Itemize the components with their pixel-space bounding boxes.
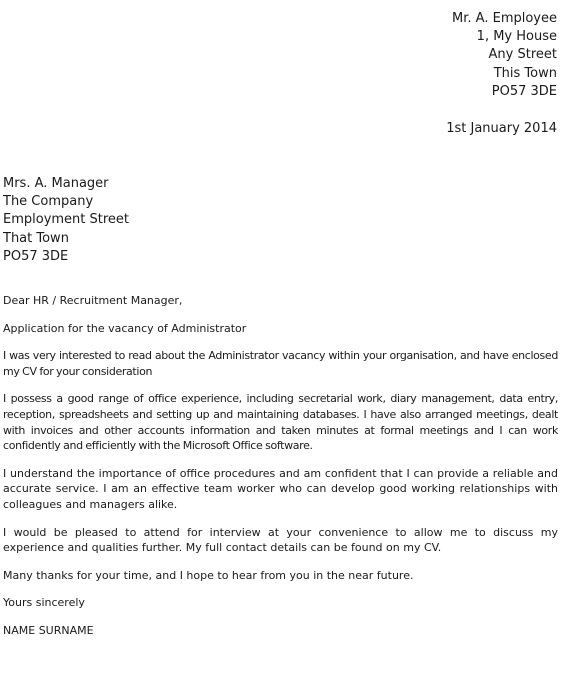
signature-name: NAME SURNAME [3, 623, 94, 637]
recipient-postcode: PO57 3DE [3, 248, 69, 264]
recipient-address-block [3, 175, 129, 266]
letter-body [3, 293, 558, 651]
recipient-town: That Town [3, 230, 69, 246]
subject-line: Application for the vacancy of Administrator [3, 321, 247, 335]
paragraph-1: I was very interested to read about the Administrator vacancy within your organisation, and have enclosed my CV for your consideration [3, 349, 558, 378]
sender-address-line-3: This Town [493, 65, 557, 81]
sender-name: Mr. A. Employee [452, 11, 557, 26]
sender-address-line-2: Any Street [488, 47, 557, 63]
letter-date: 1st January 2014 [446, 121, 557, 136]
paragraph-4: I would be pleased to attend for interview at your convenience to allow me to discuss my experience and qualities further. My full contact details can be found on my CV. [3, 525, 558, 555]
paragraph-3: I understand the importance of office procedures and am confident that I can provide a reliable and accurate service. I am an effective team worker who can develop good working relationships with colleagues and managers alike. [3, 466, 558, 511]
recipient-company: The Company [3, 194, 94, 210]
recipient-street: Employment Street [3, 212, 130, 228]
sender-postcode: PO57 3DE [491, 83, 557, 99]
recipient-name: Mrs. A. Manager [3, 176, 109, 191]
sender-address-line-1: 1, My House [476, 29, 557, 45]
closing: Yours sincerely [3, 596, 85, 610]
paragraph-5: Many thanks for your time, and I hope to hear from you in the near future. [3, 568, 414, 582]
salutation: Dear HR / Recruitment Manager, [3, 294, 183, 307]
paragraph-2: I possess a good range of office experience, including secretarial work, diary management, data entry, reception, spreadsheets and setting up and maintaining databases. I have also arranged meetings, dealt with invoices and other accounts information and taken minutes at formal meetings and I can work confidently and efficiently with the Microsoft Office software. [3, 392, 558, 453]
sender-address-block [452, 10, 557, 101]
